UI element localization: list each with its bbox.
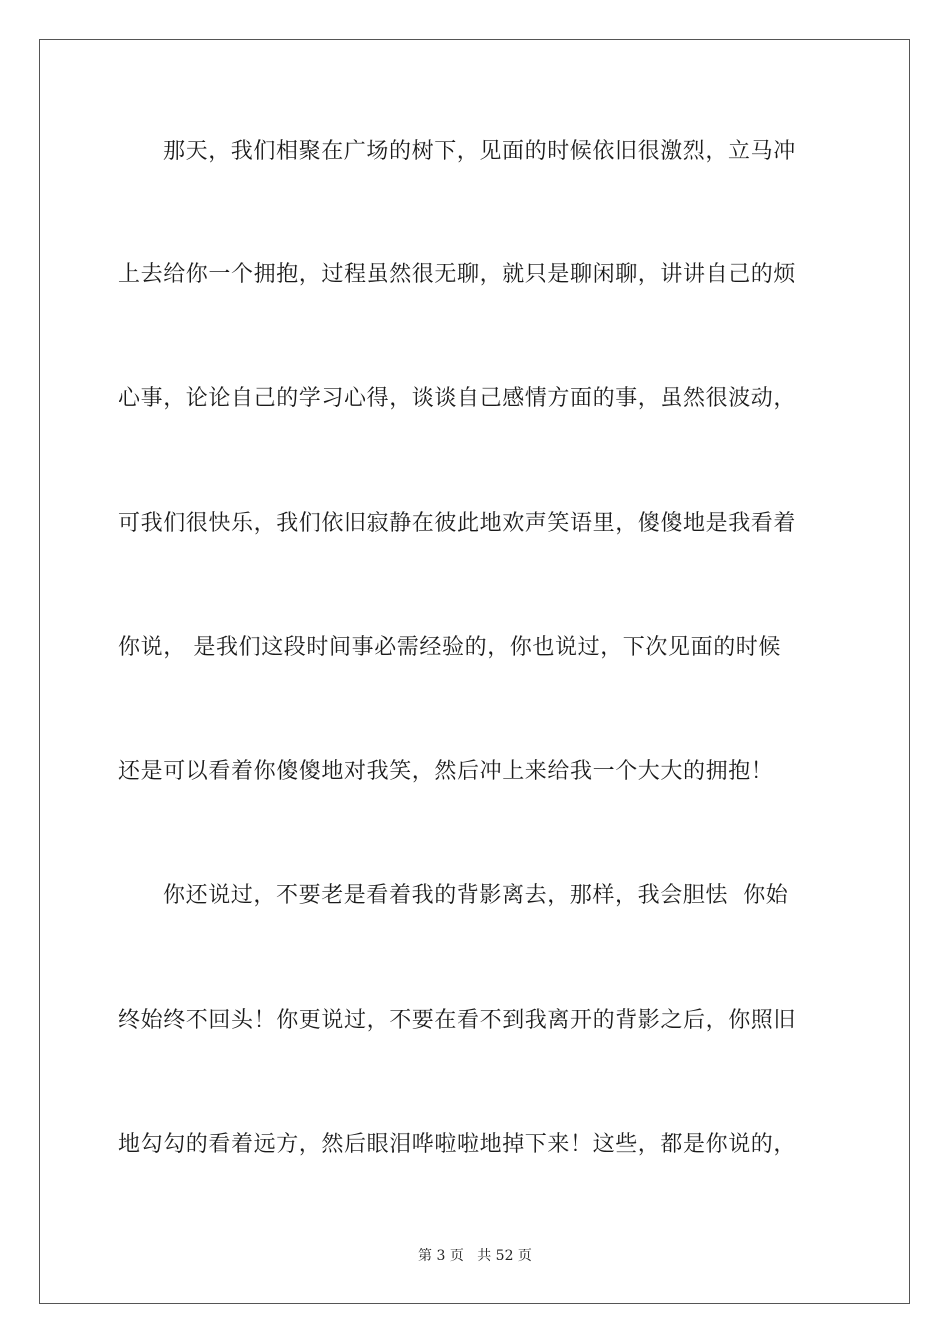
paragraph-line: 可我们很快乐，我们依旧寂静在彼此地欢声笑语里，傻傻地是我看着 — [118, 511, 797, 536]
paragraph-line: 心事，论论自己的学习心得，谈谈自己感情方面的事，虽然很波动， — [118, 386, 797, 411]
paragraph-line: 还是可以看着你傻傻地对我笑，然后冲上来给我一个大大的拥抱！ — [118, 759, 774, 784]
paragraph-line: 终始终不回头！你更说过，不要在看不到我离开的背影之后，你照旧 — [118, 1008, 797, 1033]
total-pages: 共 52 页 — [477, 1248, 532, 1264]
page-number: 第 3 页 — [418, 1248, 464, 1264]
page-frame — [39, 39, 910, 1304]
page-footer — [0, 1245, 950, 1265]
paragraph-line: 那天，我们相聚在广场的树下，见面的时候依旧很激烈，立马冲 — [163, 139, 796, 164]
paragraph-line: 地勾勾的看着远方，然后眼泪哗啦啦地掉下来！这些，都是你说的， — [118, 1132, 797, 1157]
paragraph-line: 上去给你一个拥抱，过程虽然很无聊，就只是聊闲聊，讲讲自己的烦 — [118, 262, 797, 287]
paragraph-line: 你还说过，不要老是看着我的背影离去，那样，我会胆怯 你始 — [163, 883, 789, 908]
paragraph-line: 你说， 是我们这段时间事必需经验的，你也说过，下次见面的时候 — [118, 635, 781, 660]
